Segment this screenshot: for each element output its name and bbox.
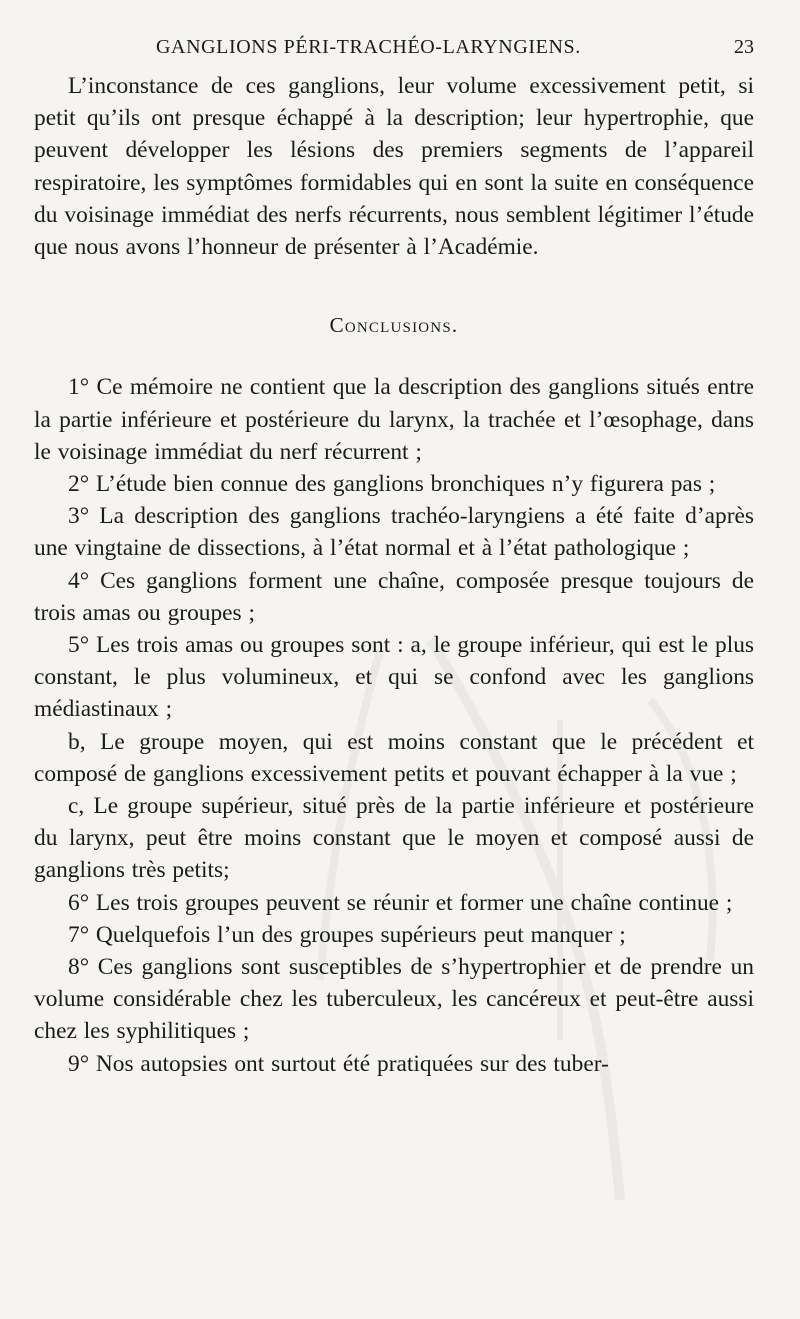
conclusion-item-2: 2° L’étude bien connue des ganglions bronchiques n’y figurera pas ;	[68, 471, 716, 498]
page-number: 23	[734, 36, 754, 58]
running-title: GANGLIONS PÉRI-TRACHÉO-LARYNGIENS.	[156, 36, 581, 58]
section-heading: Conclusions.	[329, 313, 459, 338]
conclusion-item-1: 1° Ce mémoire ne contient que la description des ganglions situés entre la partie inférieure et postérieure du larynx, la trachée et l’œsophage, dans le voisinage immédiat du nerf récurrent ;	[34, 374, 754, 465]
body-text	[34, 70, 754, 1080]
conclusion-item-5a: 5° Les trois amas ou groupes sont : a, le groupe inférieur, qui est le plus constant, le plus volumineux, et qui se confond avec les ganglions médiastinaux ;	[34, 632, 754, 723]
conclusion-item-6: 6° Les trois groupes peuvent se réunir et former une chaîne continue ;	[68, 889, 733, 916]
conclusions-list	[34, 371, 754, 1079]
conclusion-item-8: 8° Ces ganglions sont susceptibles de s’hypertrophier et de prendre un volume considérable chez les tuberculeux, les cancéreux et peut-être aussi chez les syphilitiques ;	[34, 954, 754, 1045]
conclusion-item-4: 4° Ces ganglions forment une chaîne, composée presque toujours de trois amas ou groupes ;	[34, 567, 754, 626]
running-head	[34, 30, 754, 66]
conclusion-item-5c: c, Le groupe supérieur, situé près de la partie inférieure et postérieure du larynx, peut être moins constant que le moyen et composé aussi de ganglions très petits;	[34, 793, 754, 884]
conclusion-item-3: 3° La description des ganglions trachéo-laryngiens a été faite d’après une vingtaine de dissections, à l’état normal et à l’état pathologique ;	[34, 503, 754, 562]
conclusion-item-5b: b, Le groupe moyen, qui est moins constant que le précédent et composé de ganglions excessivement petits et pouvant échapper à la vue ;	[34, 728, 754, 787]
intro-paragraph: L’inconstance de ces ganglions, leur volume excessivement petit, si petit qu’ils ont presque échappé à la description; leur hypertrophie, que peuvent développer les lésions des premiers segments de l’appareil respiratoire, les symptômes formidables qui en sont la suite en conséquence du voisinage immédiat des nerfs récurrents, nous semblent légitimer l’étude que nous avons l’honneur de présenter à l’Académie.	[34, 73, 754, 261]
conclusion-item-7: 7° Quelquefois l’un des groupes supérieurs peut manquer ;	[68, 921, 626, 948]
conclusion-item-9: 9° Nos autopsies ont surtout été pratiquées sur des tuber-	[68, 1050, 609, 1077]
